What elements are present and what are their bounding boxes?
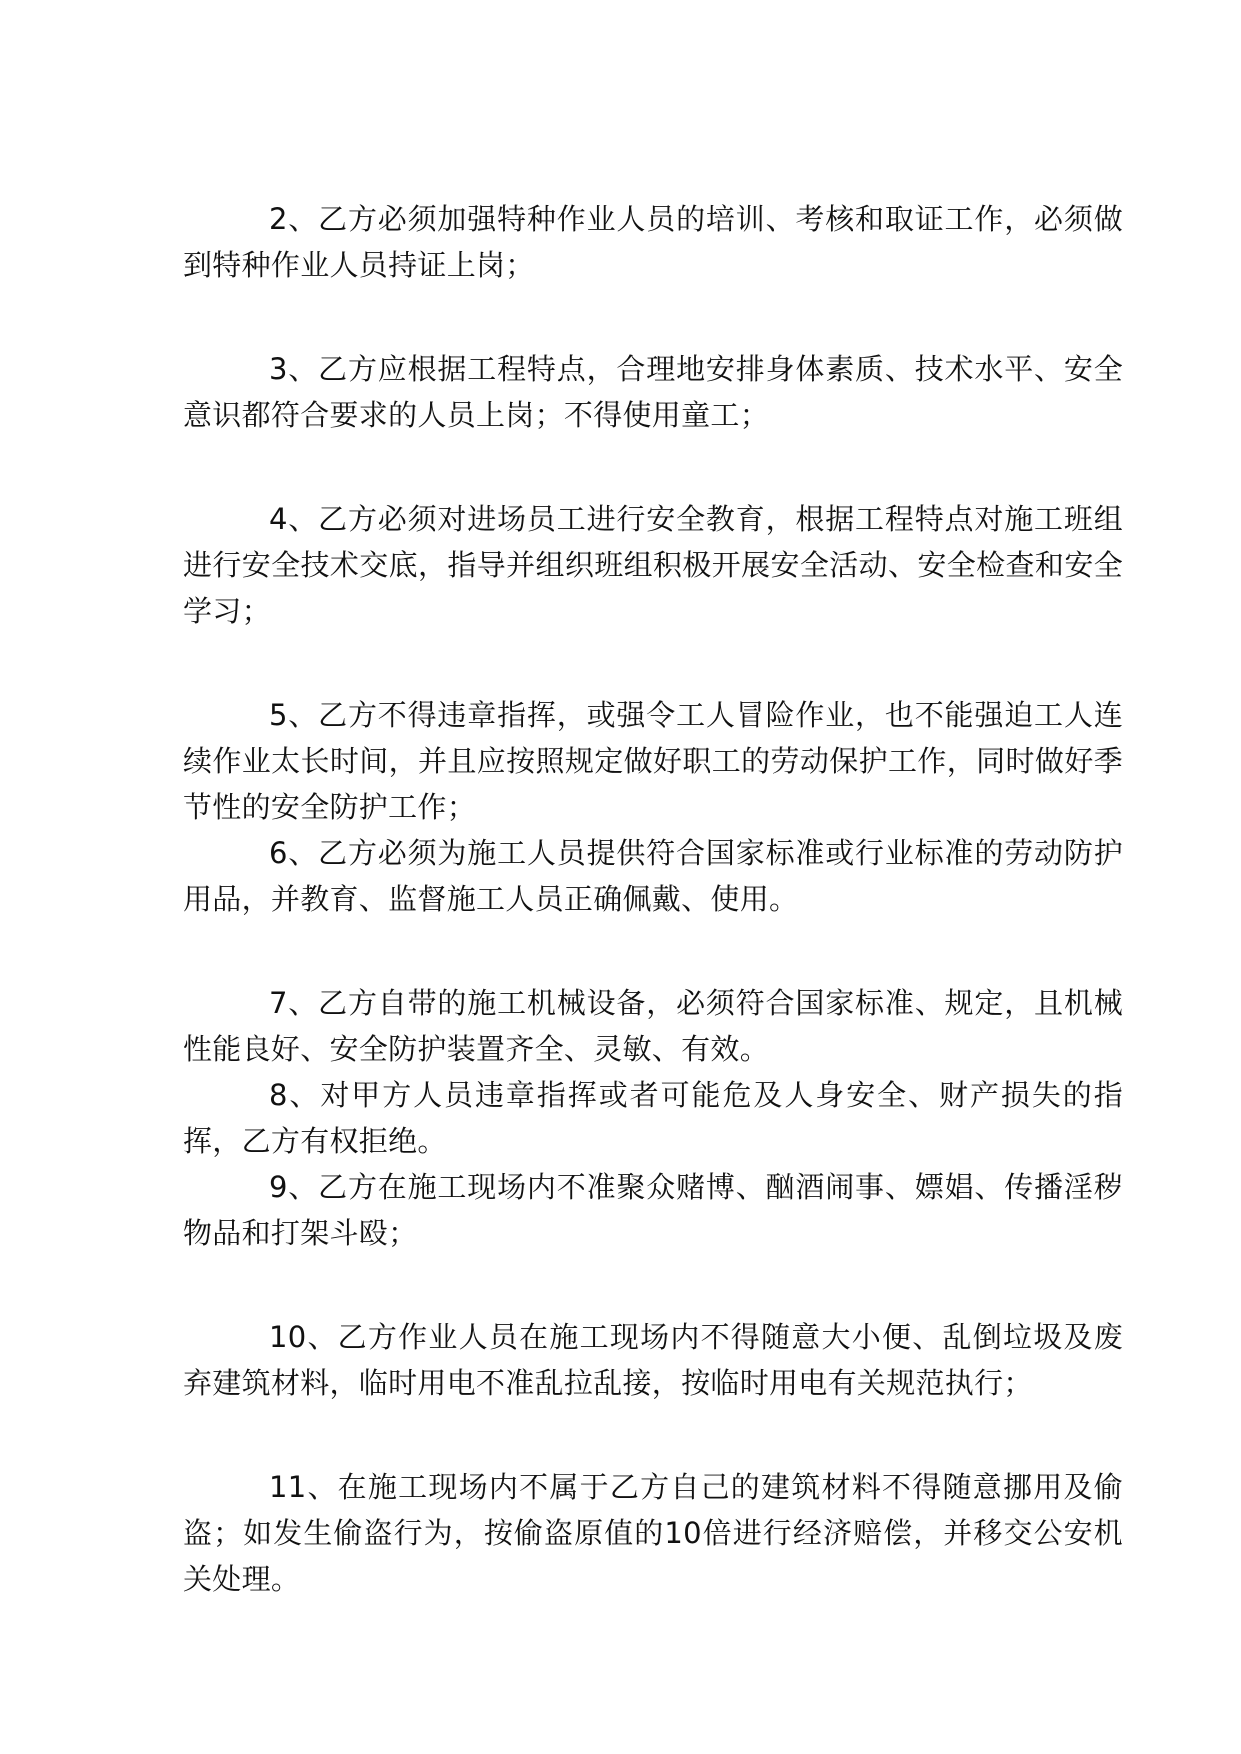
clause-11: 11、在施工现场内不属于乙方自己的建筑材料不得随意挪用及偷盗；如发生偷盗行为，按偷盗原值的10倍进行经济赔偿，并移交公安机关处理。 bbox=[183, 1470, 1123, 1596]
clause-8: 8、对甲方人员违章指挥或者可能危及人身安全、财产损失的指挥，乙方有权拒绝。 bbox=[183, 1078, 1123, 1158]
clause-6: 6、乙方必须为施工人员提供符合国家标准或行业标准的劳动防护用品，并教育、监督施工人员正确佩戴、使用。 bbox=[183, 836, 1123, 916]
clause-4: 4、乙方必须对进场员工进行安全教育，根据工程特点对施工班组进行安全技术交底，指导并组织班组积极开展安全活动、安全检查和安全学习； bbox=[183, 502, 1123, 628]
clause-7: 7、乙方自带的施工机械设备，必须符合国家标准、规定，且机械性能良好、安全防护装置齐全、灵敏、有效。 bbox=[183, 986, 1123, 1066]
clause-2: 2、乙方必须加强特种作业人员的培训、考核和取证工作，必须做到特种作业人员持证上岗； bbox=[183, 202, 1123, 282]
clause-3: 3、乙方应根据工程特点，合理地安排身体素质、技术水平、安全意识都符合要求的人员上岗；不得使用童工； bbox=[183, 352, 1123, 432]
clause-10: 10、乙方作业人员在施工现场内不得随意大小便、乱倒垃圾及废弃建筑材料，临时用电不准乱拉乱接，按临时用电有关规范执行； bbox=[183, 1320, 1123, 1400]
document-body bbox=[183, 196, 1123, 1602]
clause-9: 9、乙方在施工现场内不准聚众赌博、酗酒闹事、嫖娼、传播淫秽物品和打架斗殴； bbox=[183, 1170, 1123, 1250]
clause-5: 5、乙方不得违章指挥，或强令工人冒险作业，也不能强迫工人连续作业太长时间，并且应按照规定做好职工的劳动保护工作，同时做好季节性的安全防护工作； bbox=[183, 698, 1123, 824]
